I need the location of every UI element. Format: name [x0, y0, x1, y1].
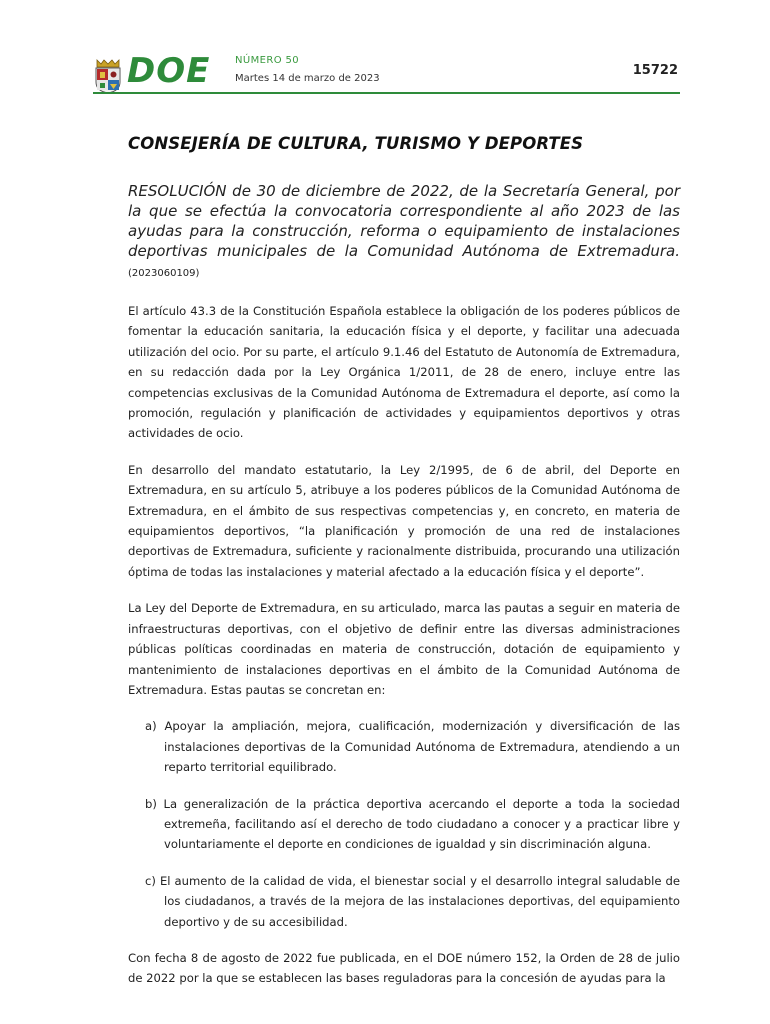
- header-divider: [93, 92, 680, 94]
- resolution-heading: [128, 181, 680, 284]
- coat-of-arms-icon: [93, 58, 123, 94]
- resolution-code: (2023060109): [128, 268, 200, 279]
- issue-date: Martes 14 de marzo de 2023: [235, 73, 380, 84]
- resolution-title: RESOLUCIÓN de 30 de diciembre de 2022, de la Secretaría General, por la que se efectúa la convocatoria correspondiente al año 2023 de las ayudas para la construcción, reforma o equipamiento de instalaciones deportivas municipales de la Comunidad Autónoma de Extremadura.: [128, 182, 680, 260]
- department-title: CONSEJERÍA DE CULTURA, TURISMO Y DEPORTES: [128, 134, 584, 153]
- list-item: a) Apoyar la ampliación, mejora, cualificación, modernización y diversificación de las instalaciones deportivas de la Comunidad Autónoma de Extremadura, atendiendo a un reparto territorial equilibrado.: [145, 719, 680, 775]
- paragraph: Con fecha 8 de agosto de 2022 fue publicada, en el DOE número 152, la Orden de 28 de julio de 2022 por la que se establecen las bases reguladoras para la concesión de ayudas para la: [128, 950, 680, 986]
- paragraph: En desarrollo del mandato estatutario, la Ley 2/1995, de 6 de abril, del Deporte en Extremadura, en su artículo 5, atribuye a los poderes públicos de la Comunidad Autónoma de Extremadura, en el ámbito de sus respectivas competencias y, en concreto, en materia de equipamientos deportivos, “la planificación y promoción de una red de instalaciones deportivas de Extremadura, suficiente y racionalmente distribuida, procurando una utilización óptima de todas las instalaciones y material afectado a la educación física y el deporte”.: [128, 462, 680, 579]
- paragraph: La Ley del Deporte de Extremadura, en su articulado, marca las pautas a seguir en materia de infraestructuras deportivas, con el objetivo de definir entre las diversas administraciones públicas políticas coordinadas en materia de construcción, dotación de equipamiento y mantenimiento de instalaciones deportivas en el ámbito de la Comunidad Autónoma de Extremadura. Estas pautas se concretan en:: [128, 601, 680, 697]
- paragraph: El artículo 43.3 de la Constitución Española establece la obligación de los poderes públicos de fomentar la educación sanitaria, la educación física y el deporte, y facilitar una adecuada utilización del ocio. Por su parte, el artículo 9.1.46 del Estatuto de Autonomía de Extremadura, en su redacción dada por la Ley Orgánica 1/2011, de 28 de enero, incluye entre las competencias exclusivas de la Comunidad Autónoma de Extremadura el deporte, así como la promoción, regulación y planificación de actividades y equipamientos deportivos y otras actividades de ocio.: [128, 304, 680, 441]
- list-item: c) El aumento de la calidad de vida, el bienestar social y el desarrollo integral saludable de los ciudadanos, a través de la mejora de las instalaciones deportivas, del equipamiento deportivo y de su accesibilidad.: [145, 873, 680, 929]
- page-header: [93, 52, 680, 98]
- page-number: 15722: [632, 63, 678, 78]
- list-item: b) La generalización de la práctica deportiva acercando el deporte a toda la sociedad extremeña, facilitando así el derecho de todo ciudadano a conocer y a practicar libre y voluntariamente el deporte en condiciones de igualdad y sin discriminación alguna.: [145, 796, 680, 852]
- document-body: [128, 134, 680, 1005]
- doe-logo: DOE: [127, 51, 211, 91]
- issue-number: NÚMERO 50: [235, 55, 300, 66]
